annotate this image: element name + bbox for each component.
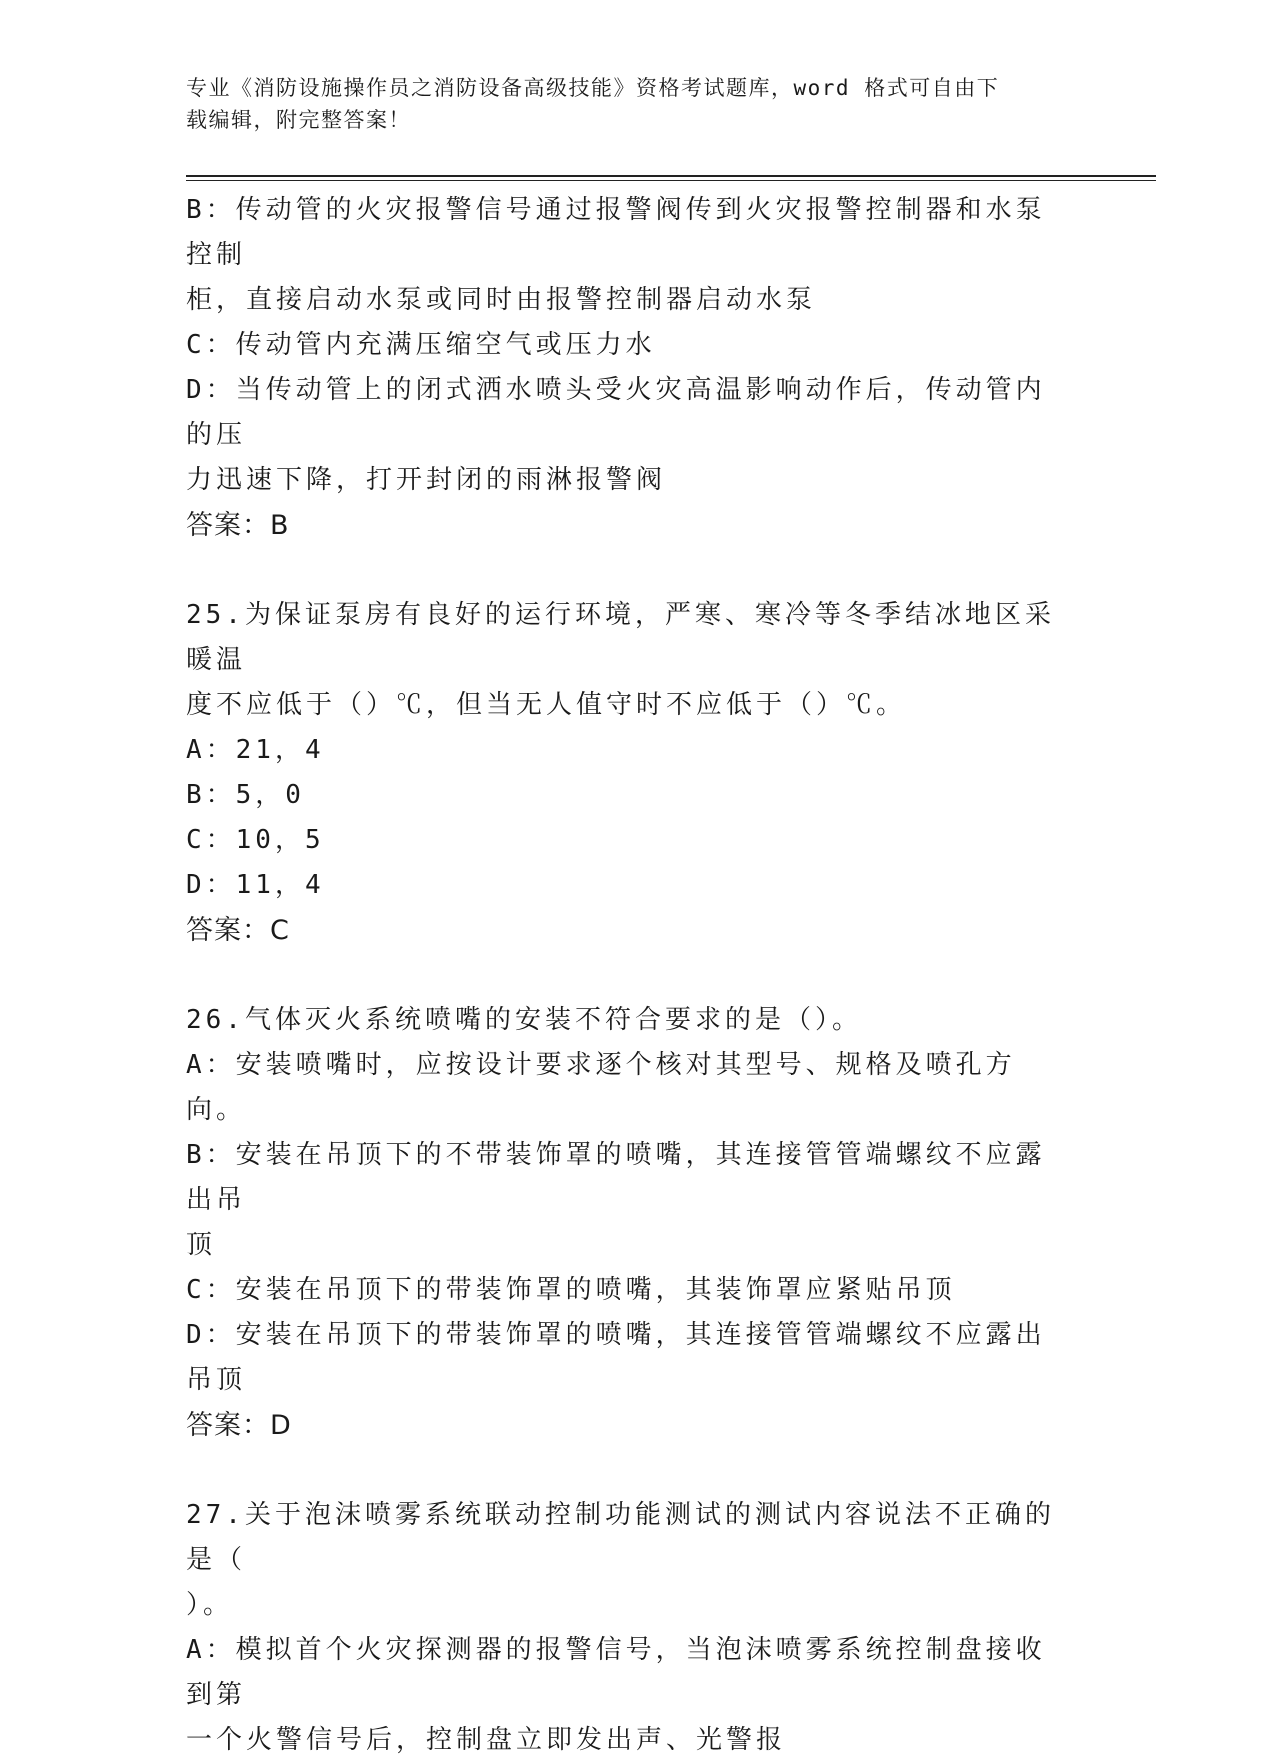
option-a: A：安装喷嘴时，应按设计要求逐个核对其型号、规格及喷孔方向。 [186, 1050, 1016, 1125]
option-d: D：安装在吊顶下的带装饰罩的喷嘴，其连接管管端螺纹不应露出吊顶 [186, 1320, 1046, 1395]
option-b-continued: 柜，直接启动水泵或同时由报警控制器启动水泵 [186, 285, 817, 315]
option-c: C：10，5 [186, 825, 325, 855]
option-d: D：当传动管上的闭式洒水喷头受火灾高温影响动作后，传动管内的压 [186, 375, 1046, 450]
header-line-2: 载编辑，附完整答案！ [186, 108, 411, 132]
option-d: D：11，4 [186, 870, 325, 900]
answer: 答案：B [186, 510, 290, 541]
question-25 [186, 593, 1066, 953]
option-a-continued: 一个火警信号后，控制盘立即发出声、光警报 [186, 1725, 787, 1755]
option-c: C：传动管内充满压缩空气或压力水 [186, 330, 656, 360]
question-stem: 27.关于泡沫喷雾系统联动控制功能测试的测试内容说法不正确的是（ [186, 1500, 1055, 1575]
question-stem: 25.为保证泵房有良好的运行环境，严寒、寒冷等冬季结冰地区采暖温 [186, 600, 1055, 675]
answer: 答案：D [186, 1410, 292, 1441]
option-b: B：安装在吊顶下的不带装饰罩的喷嘴，其连接管管端螺纹不应露出吊 [186, 1140, 1046, 1215]
question-27 [186, 1493, 1066, 1763]
option-b: B：传动管的火灾报警信号通过报警阀传到火灾报警控制器和水泵控制 [186, 195, 1046, 270]
header-divider [186, 175, 1156, 181]
document-header [186, 72, 1066, 136]
question-stem: 26.气体灭火系统喷嘴的安装不符合要求的是（）。 [186, 1005, 862, 1035]
option-b-continued: 顶 [186, 1230, 217, 1260]
header-line-1: 专业《消防设施操作员之消防设备高级技能》资格考试题库，word 格式可自由下 [186, 76, 1000, 100]
spacer [186, 953, 1066, 998]
question-list [186, 188, 1066, 1763]
question-stem-continued: ）。 [186, 1590, 234, 1620]
question-24-fragment [186, 188, 1066, 548]
option-a: A：模拟首个火灾探测器的报警信号，当泡沫喷雾系统控制盘接收到第 [186, 1635, 1046, 1710]
question-stem-continued: 度不应低于（）℃，但当无人值守时不应低于（）℃。 [186, 690, 907, 720]
spacer [186, 548, 1066, 593]
option-a: A：21，4 [186, 735, 325, 765]
option-c: C：安装在吊顶下的带装饰罩的喷嘴，其装饰罩应紧贴吊顶 [186, 1275, 956, 1305]
option-d-continued: 力迅速下降，打开封闭的雨淋报警阀 [186, 465, 667, 495]
option-b: B：5，0 [186, 780, 305, 810]
spacer [186, 1448, 1066, 1493]
question-26 [186, 998, 1066, 1448]
answer: 答案：C [186, 915, 290, 946]
